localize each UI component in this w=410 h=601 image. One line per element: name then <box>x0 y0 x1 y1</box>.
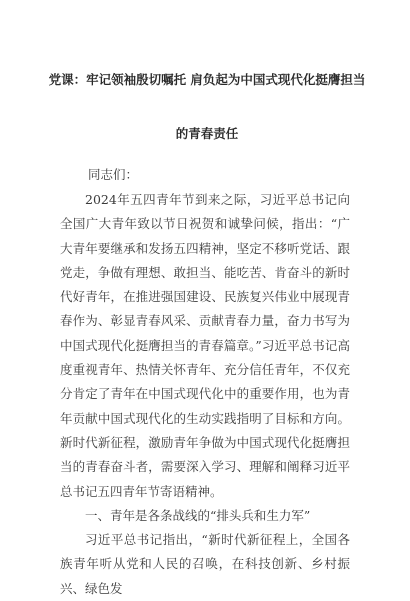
paragraph-section-1: 习近平总书记指出，“新时代新征程上，全国各族青年听从党和人民的召唤，在科技创新、乡村振兴、绿色发 <box>60 532 350 596</box>
greeting: 同志们： <box>88 167 139 182</box>
document-title-line-2: 的青春责任 <box>175 126 239 141</box>
paragraph-intro: 2024年五四青年节到来之际，习近平总书记向全国广大青年致以节日祝贺和诚挚问候，指出：“广大青年要继承和发扬五四精神，坚定不移听党话、跟党走，争做有理想、敢担当、能吃苦、肯奋斗的新时代好青年，在推进强国建设、民族复兴伟业中展现青春作为、彰显青春风采、贡献青春力量，奋力书写为中国式现代化挺膺担当的青春篇章。”习近平总书记高度重视青年、热情关怀青年、充分信任青年，不仅充分肯定了青年在中国式现代化中的重要作用，也为青年贡献中国式现代化的生动实践指明了目标和方向。新时代新征程，激励青年争做为中国式现代化挺膺担当的青春奋斗者，需要深入学习、理解和阐释习近平总书记五四青年节寄语精神。 <box>60 192 350 499</box>
section-heading-1: 一、青年是各条战线的“排头兵和生力军” <box>85 507 311 523</box>
document-title-line-1: 党课：牢记领袖殷切嘱托 肩负起为中国式现代化挺膺担当 <box>48 72 366 87</box>
document-body <box>60 188 350 601</box>
